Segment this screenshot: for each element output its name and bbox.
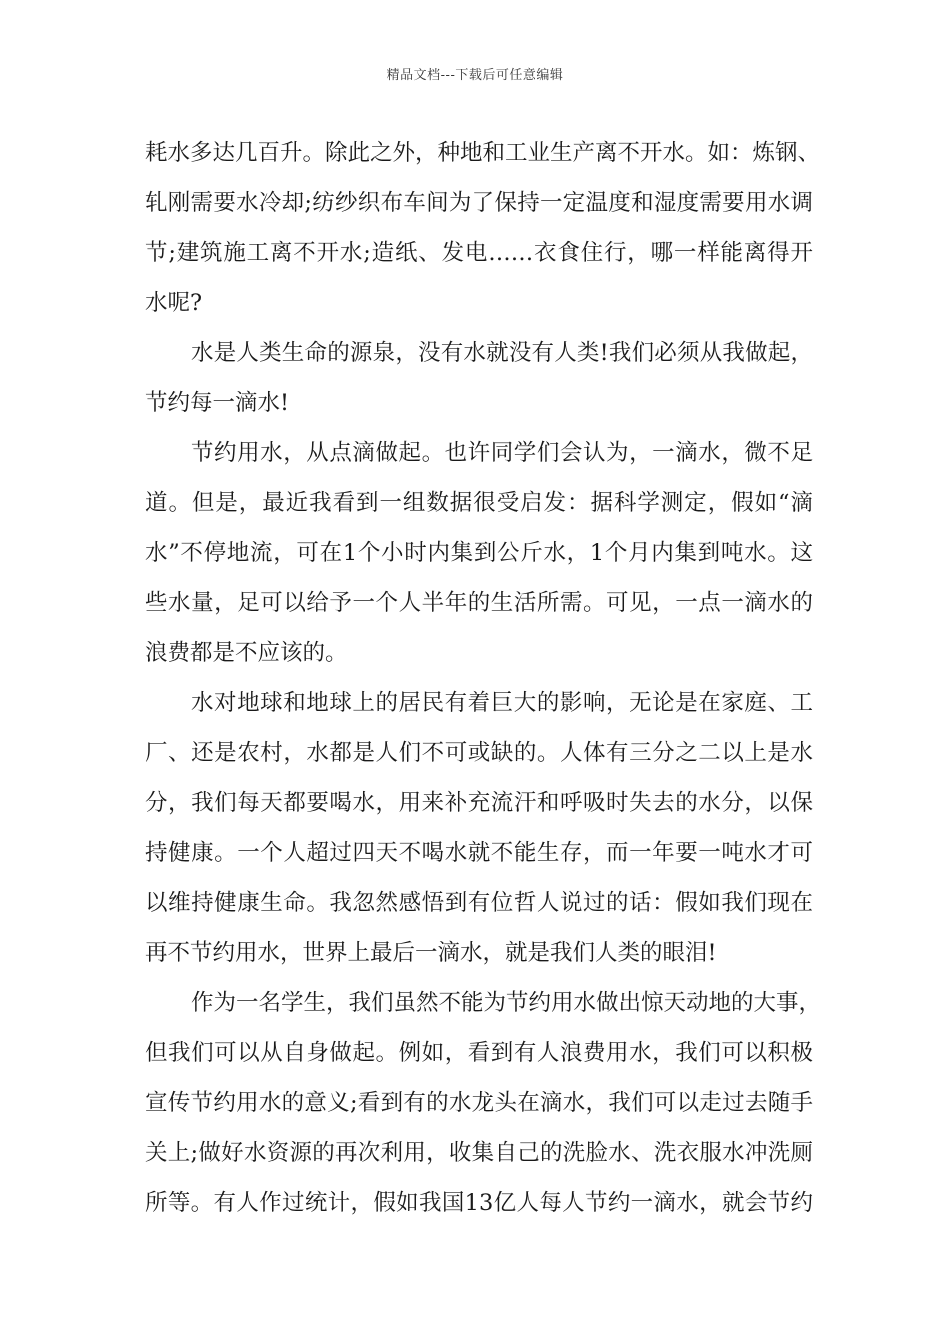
text-line: 水”不停地流，可在1个小时内集到公斤水，1个月内集到吨水。这 [145,540,813,566]
text-line: 节;建筑施工离不开水;造纸、发电……衣食住行，哪一样能离得开 [145,240,813,266]
text-line: 些水量，足可以给予一个人半年的生活所需。可见，一点一滴水的 [145,590,813,616]
paragraph [145,328,813,428]
text-line: 持健康。一个人超过四天不喝水就不能生存，而一年要一吨水才可 [145,840,813,866]
text-line: 水对地球和地球上的居民有着巨大的影响，无论是在家庭、工 [191,690,813,716]
text-line: 节约每一滴水! [145,390,290,416]
text-line: 厂、还是农村，水都是人们不可或缺的。人体有三分之二以上是水 [145,740,813,766]
text-line: 水是人类生命的源泉，没有水就没有人类!我们必须从我做起， [191,340,813,366]
text-line: 轧刚需要水冷却;纺纱织布车间为了保持一定温度和湿度需要用水调 [145,190,813,216]
text-line: 水呢? [145,290,203,316]
text-line: 分，我们每天都要喝水，用来补充流汗和呼吸时失去的水分，以保 [145,790,813,816]
paragraph [145,428,813,678]
text-line: 作为一名学生，我们虽然不能为节约用水做出惊天动地的大事， [191,990,822,1016]
text-line: 耗水多达几百升。除此之外，种地和工业生产离不开水。如：炼钢、 [145,140,821,166]
paragraph [145,678,813,978]
text-line: 道。但是，最近我看到一组数据很受启发：据科学测定，假如“滴 [145,490,813,516]
paragraph [145,978,822,1228]
text-line: 浪费都是不应该的。 [145,640,348,666]
text-line: 以维持健康生命。我忽然感悟到有位哲人说过的话：假如我们现在 [145,890,813,916]
text-line: 再不节约用水，世界上最后一滴水，就是我们人类的眼泪! [145,940,717,966]
document-body [145,128,822,1228]
text-line: 宣传节约用水的意义;看到有的水龙头在滴水，我们可以走过去随手 [145,1090,813,1116]
text-line: 所等。有人作过统计，假如我国13亿人每人节约一滴水，就会节约 [145,1190,813,1216]
paragraph [145,128,821,328]
text-line: 节约用水，从点滴做起。也许同学们会认为，一滴水，微不足 [191,440,813,466]
text-line: 但我们可以从自身做起。例如，看到有人浪费用水，我们可以积极 [145,1040,813,1066]
text-line: 关上;做好水资源的再次利用，收集自己的洗脸水、洗衣服水冲洗厕 [145,1140,813,1166]
page-header: 精品文档---下载后可任意编辑 [386,68,564,83]
